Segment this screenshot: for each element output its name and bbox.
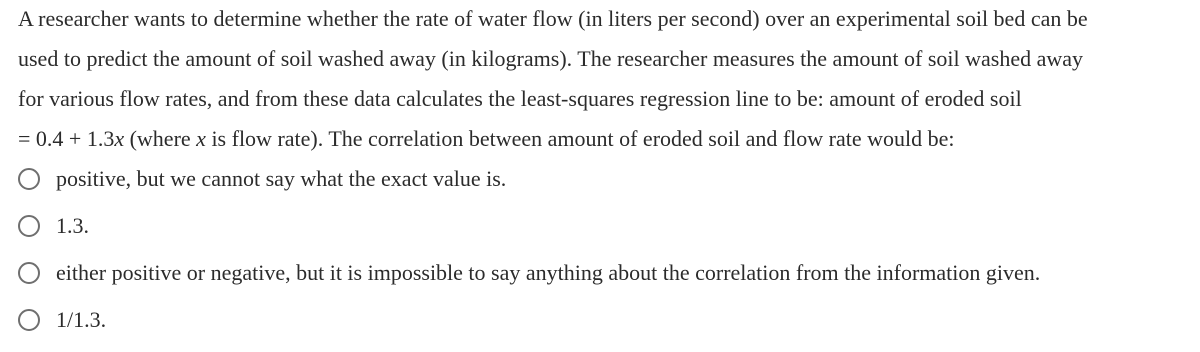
radio-button[interactable] [18, 262, 40, 284]
answer-option-4[interactable] [18, 296, 1193, 343]
answer-label: 1.3. [56, 212, 89, 238]
equation-text: is flow rate). The correlation between amount of eroded soil and flow rate would be: [205, 126, 955, 151]
radio-button[interactable] [18, 215, 40, 237]
variable-x: x [114, 126, 125, 151]
question-line: used to predict the amount of soil washed away (in kilograms). The researcher measures the amount of soil washed away [18, 46, 1084, 71]
answer-label: 1/1.3. [56, 306, 107, 332]
variable-x: x [196, 126, 206, 151]
question-text [18, 0, 1193, 159]
equation-text: (where [124, 126, 197, 151]
answer-label: positive, but we cannot say what the exact value is. [56, 165, 507, 191]
radio-button[interactable] [18, 309, 40, 331]
radio-button[interactable] [18, 168, 40, 190]
answer-options [18, 155, 1193, 343]
answer-option-2[interactable] [18, 202, 1193, 249]
answer-option-3[interactable] [18, 249, 1193, 296]
question-line-equation [18, 119, 1193, 159]
answer-option-1[interactable] [18, 155, 1193, 202]
question-line: for various flow rates, and from these data calculates the least-squares regression line to be: amount of eroded soil [18, 86, 1022, 111]
question-line: A researcher wants to determine whether the rate of water flow (in liters per second) over an experimental soil bed can be [18, 6, 1088, 31]
equation-text: = 0.4 + 1.3 [18, 126, 115, 151]
answer-label: either positive or negative, but it is impossible to say anything about the correlation from the information given. [56, 259, 1041, 285]
